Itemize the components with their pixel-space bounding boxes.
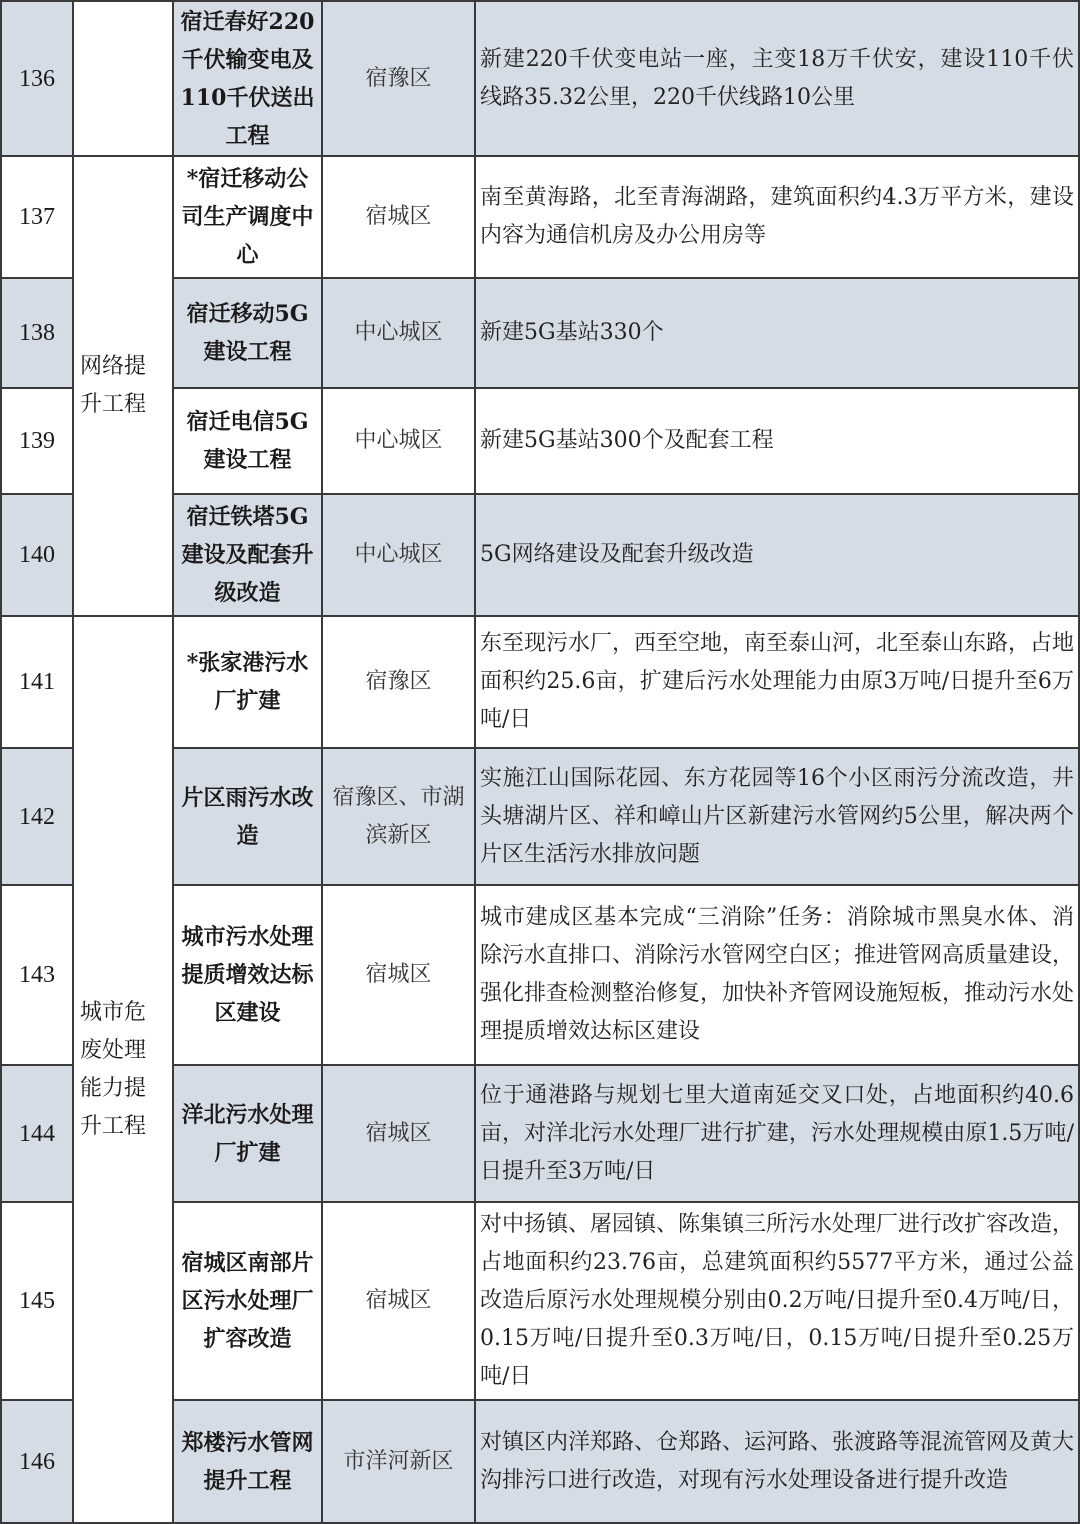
row-number: 139 <box>1 388 73 494</box>
project-name: 宿迁铁塔5G建设及配套升级改造 <box>173 494 322 616</box>
project-description: 新建5G基站300个及配套工程 <box>475 388 1079 494</box>
category-cell <box>73 156 173 616</box>
project-name: 郑楼污水管网提升工程 <box>173 1400 322 1523</box>
project-name: 宿迁电信5G建设工程 <box>173 388 322 494</box>
table-row <box>1 156 1079 278</box>
project-area: 中心城区 <box>322 388 475 494</box>
project-description: 对镇区内洋郑路、仓郑路、运河路、张渡路等混流管网及黄大沟排污口进行改造，对现有污水处理设备进行提升改造 <box>475 1400 1079 1523</box>
row-number: 137 <box>1 156 73 278</box>
project-name: *宿迁移动公司生产调度中心 <box>173 156 322 278</box>
row-number: 141 <box>1 616 73 748</box>
row-number: 140 <box>1 494 73 616</box>
project-name: 城市污水处理提质增效达标区建设 <box>173 885 322 1065</box>
row-number: 143 <box>1 885 73 1065</box>
row-number: 136 <box>1 1 73 156</box>
project-area: 宿城区 <box>322 885 475 1065</box>
project-description: 新建220千伏变电站一座，主变18万千伏安，建设110千伏线路35.32公里，220千伏线路10公里 <box>475 1 1079 156</box>
row-number: 142 <box>1 748 73 885</box>
project-name: 洋北污水处理厂扩建 <box>173 1065 322 1202</box>
project-description: 城市建成区基本完成“三消除”任务：消除城市黑臭水体、消除污水直排口、消除污水管网空白区；推进管网高质量建设，强化排查检测整治修复，加快补齐管网设施短板，推动污水处理提质增效达标区建设 <box>475 885 1079 1065</box>
project-area: 市洋河新区 <box>322 1400 475 1523</box>
project-area: 宿城区 <box>322 1065 475 1202</box>
project-description: 对中扬镇、屠园镇、陈集镇三所污水处理厂进行改扩容改造，占地面积约23.76亩，总建筑面积约5577平方米，通过公益改造后原污水处理规模分别由0.2万吨/日提升至0.4万吨/日，0.15万吨/日提升至0.3万吨/日，0.15万吨/日提升至0.25万吨/日 <box>475 1202 1079 1400</box>
project-description: 南至黄海路，北至青海湖路，建筑面积约4.3万平方米，建设内容为通信机房及办公用房等 <box>475 156 1079 278</box>
project-name: 宿迁春好220千伏输变电及110千伏送出工程 <box>173 1 322 156</box>
table-row <box>1 1 1079 156</box>
project-name: 宿城区南部片区污水处理厂扩容改造 <box>173 1202 322 1400</box>
project-description: 5G网络建设及配套升级改造 <box>475 494 1079 616</box>
project-area: 宿城区 <box>322 1202 475 1400</box>
project-area: 宿城区 <box>322 156 475 278</box>
row-number: 138 <box>1 278 73 388</box>
project-description: 实施江山国际花园、东方花园等16个小区雨污分流改造，井头塘湖片区、祥和嶂山片区新建污水管网约5公里，解决两个片区生活污水排放问题 <box>475 748 1079 885</box>
project-description: 位于通港路与规划七里大道南延交叉口处，占地面积约40.6亩，对洋北污水处理厂进行扩建，污水处理规模由原1.5万吨/日提升至3万吨/日 <box>475 1065 1079 1202</box>
category-label: 网络提升工程 <box>80 354 147 417</box>
category-cell <box>73 1 173 156</box>
project-area: 宿豫区 <box>322 616 475 748</box>
category-label: 城市危废处理能力提升工程 <box>80 999 147 1139</box>
project-name: 片区雨污水改造 <box>173 748 322 885</box>
project-area: 宿豫区、市湖滨新区 <box>322 748 475 885</box>
row-number: 144 <box>1 1065 73 1202</box>
project-area: 宿豫区 <box>322 1 475 156</box>
project-name: 宿迁移动5G建设工程 <box>173 278 322 388</box>
project-name: *张家港污水厂扩建 <box>173 616 322 748</box>
project-description: 东至现污水厂，西至空地，南至泰山河，北至泰山东路，占地面积约25.6亩，扩建后污水处理能力由原3万吨/日提升至6万吨/日 <box>475 616 1079 748</box>
project-description: 新建5G基站330个 <box>475 278 1079 388</box>
table-row <box>1 616 1079 748</box>
project-area: 中心城区 <box>322 278 475 388</box>
project-area: 中心城区 <box>322 494 475 616</box>
row-number: 146 <box>1 1400 73 1523</box>
row-number: 145 <box>1 1202 73 1400</box>
category-cell <box>73 616 173 1523</box>
